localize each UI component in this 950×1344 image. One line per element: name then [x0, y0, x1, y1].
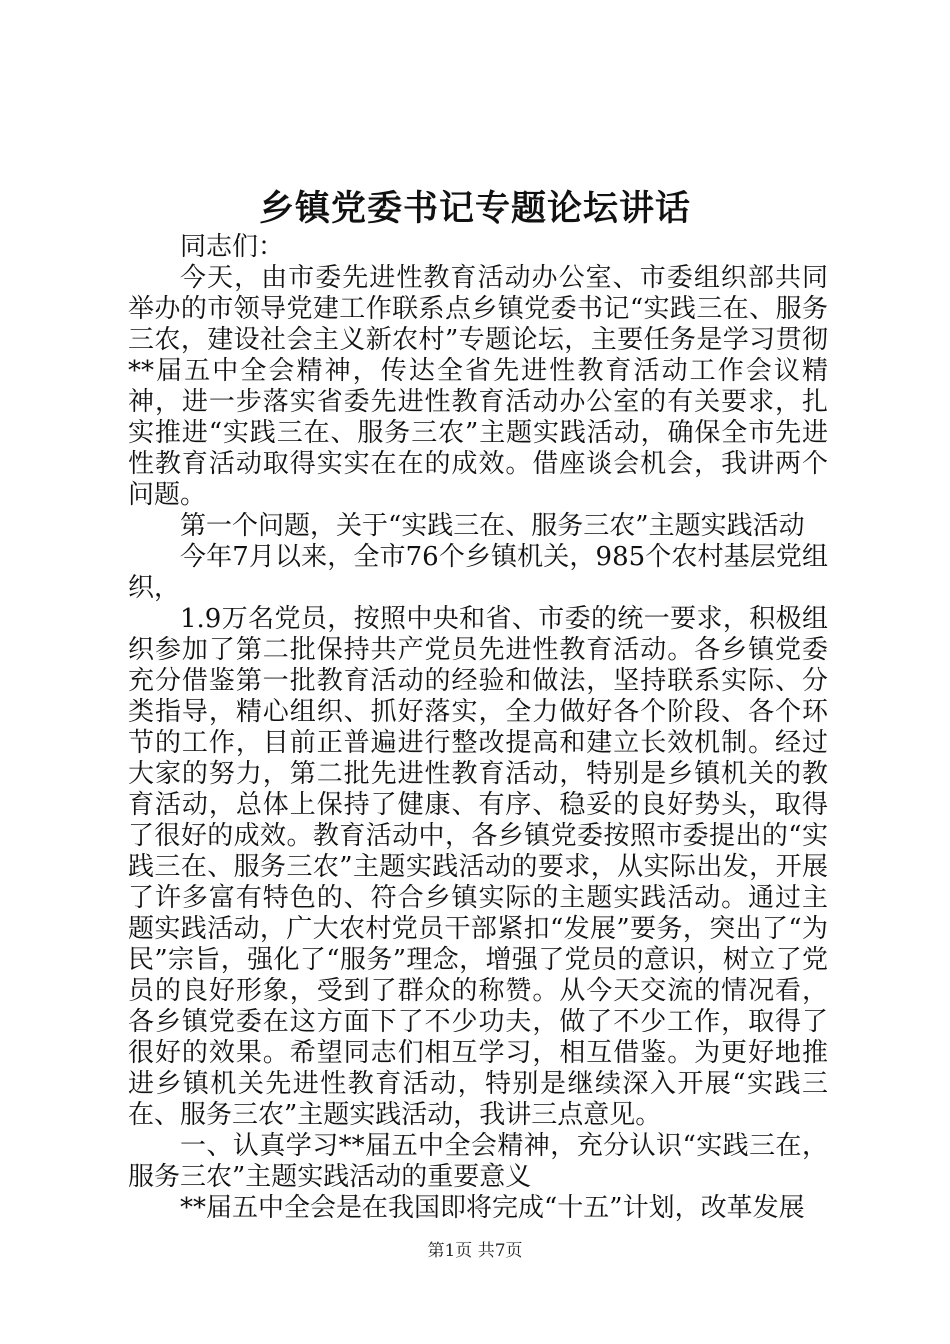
body-paragraph: 1.9万名党员，按照中央和省、市委的统一要求，积极组织参加了第二批保持共产党员先进性教育活动。各乡镇党委充分借鉴第一批教育活动的经验和做法，坚持联系实际、分类指导，精心组织、抓好落实，全力做好各个阶段、各个环节的工作，目前正普遍进行整改提高和建立长效机制。经过大家的努力，第二批先进性教育活动，特别是乡镇机关的教育活动，总体上保持了健康、有序、稳妥的良好势头，取得了很好的成效。教育活动中，各乡镇党委按照市委提出的“实践三在、服务三农”主题实践活动的要求，从实际出发，开展了许多富有特色的、符合乡镇实际的主题实践活动。通过主题实践活动，广大农村党员干部紧扣“发展”要务，突出了“为民”宗旨，强化了“服务”理念，增强了党员的意识，树立了党员的良好形象，受到了群众的称赞。从今天交流的情况看，各乡镇党委在这方面下了不少功夫，做了不少工作，取得了很好的效果。希望同志们相互学习，相互借鉴。为更好地推进乡镇机关先进性教育活动，特别是继续深入开展“实践三在、服务三农”主题实践活动，我讲三点意见。 [128, 604, 828, 1130]
body-paragraph: 今天，由市委先进性教育活动办公室、市委组织部共同举办的市领导党建工作联系点乡镇党委书记“实践三在、服务三农，建设社会主义新农村”专题论坛，主要任务是学习贯彻**届五中全会精神，传达全省先进性教育活动工作会议精神，进一步落实省委先进性教育活动办公室的有关要求，扎实推进“实践三在、服务三农”主题实践活动，确保全市先进性教育活动取得实实在在的成效。借座谈会机会，我讲两个问题。 [128, 263, 828, 510]
salutation-paragraph: 同志们： [180, 232, 285, 262]
page-number-footer: 第1页 共7页 [427, 1241, 523, 1261]
subsection-heading-paragraph: 一、认真学习**届五中全会精神，充分认识“实践三在，服务三农”主题实践活动的重要意义 [128, 1131, 828, 1192]
document-title: 乡镇党委书记专题论坛讲话 [258, 188, 691, 229]
body-paragraph: **届五中全会是在我国即将完成“十五”计划，改革发展 [180, 1193, 805, 1223]
section-heading-paragraph: 第一个问题，关于“实践三在、服务三农”主题实践活动 [180, 511, 805, 541]
document-body [128, 232, 828, 1224]
body-paragraph: 今年7月以来，全市76个乡镇机关，985个农村基层党组织， [128, 542, 828, 603]
